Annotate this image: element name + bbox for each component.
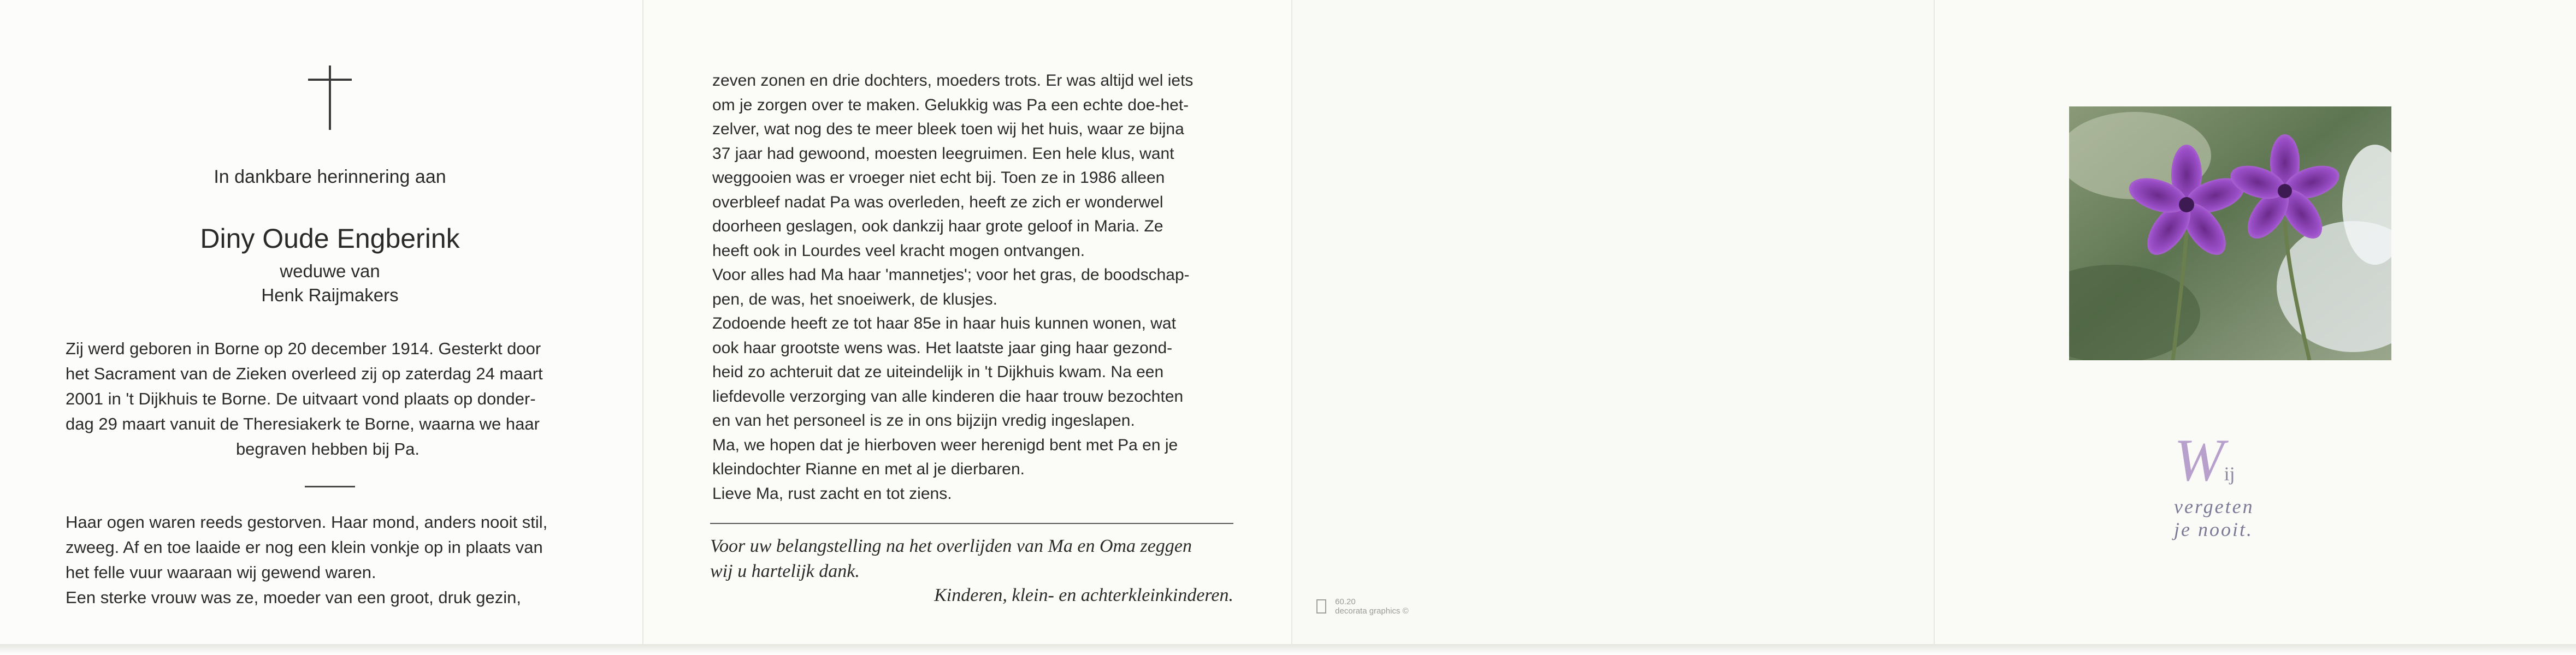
text-line: heid zo achteruit dat ze uiteindelijk in 't Dijkhuis kwam. Na een: [712, 363, 1164, 381]
text-line: 37 jaar had gewoond, moesten leegruimen. Een hele klus, want: [712, 144, 1174, 163]
text-line: dag 29 maart vanuit de Theresiakerk te Borne, waarna we haar: [66, 414, 540, 433]
text-line: Ma, we hopen dat je hierboven weer herenigd bent met Pa en je: [712, 436, 1178, 454]
poem-initial: W: [2174, 427, 2224, 493]
family-signature: Kinderen, klein- en achterkleinkinderen.: [934, 585, 1233, 605]
widow-of-label: weduwe van: [280, 261, 380, 281]
text-line: Voor uw belangstelling na het overlijden van Ma en Oma zeggen: [710, 536, 1192, 556]
text-line: Zodoende heeft ze tot haar 85e in haar huis kunnen wonen, wat: [712, 314, 1176, 332]
fold-line: [1934, 0, 1935, 655]
text-line: Haar ogen waren reeds gestorven. Haar mond, anders nooit stil,: [66, 513, 548, 532]
text-line: Voor alles had Ma haar 'mannetjes'; voor het gras, de boodschap-: [712, 266, 1190, 284]
scan-edge: [0, 644, 2576, 655]
husband-name: Henk Raijmakers: [261, 285, 399, 305]
text-line: pen, de was, het snoeiwerk, de klusjes.: [712, 290, 997, 308]
text-line: ook haar grootste wens was. Het laatste jaar ging haar gezond-: [712, 338, 1173, 357]
text-line: Een sterke vrouw was ze, moeder van een groot, druk gezin,: [66, 588, 521, 607]
thanks-message: [710, 534, 1233, 584]
text-line: om je zorgen over te maken. Gelukkig was Pa een echte doe-het-: [712, 96, 1189, 114]
publisher-mark: [1316, 597, 1409, 616]
fold-line: [642, 0, 643, 655]
deceased-name: Diny Oude Engberink: [200, 223, 460, 254]
intro-text: In dankbare herinnering aan: [214, 166, 446, 187]
front-poem: [2174, 426, 2371, 541]
publisher-code: 60.20: [1335, 597, 1356, 606]
separator-line: [305, 486, 355, 487]
text-line: Zij werd geboren in Borne op 20 december 1914. Gesterkt door: [66, 339, 541, 358]
flower-photo: [2069, 106, 2391, 360]
poem-line: je nooit.: [2174, 519, 2253, 540]
cross-icon: [308, 66, 352, 130]
text-line: weggooien was er vroeger niet echt bij. Toen ze in 1986 alleen: [712, 169, 1165, 187]
text-line: wij u hartelijk dank.: [710, 561, 860, 581]
text-line: begraven hebben bij Pa.: [235, 439, 420, 458]
text-line: overbleef nadat Pa was overleden, heeft ze zich er wonderwel: [712, 193, 1163, 211]
text-line: zeven zonen en drie dochters, moeders trots. Er was altijd wel iets: [712, 72, 1194, 90]
text-line: 2001 in 't Dijkhuis te Borne. De uitvaart vond plaats op donder-: [66, 389, 536, 408]
poem-word-rest: ij: [2224, 463, 2235, 485]
text-line: het Sacrament van de Zieken overleed zij op zaterdag 24 maart: [66, 364, 543, 383]
poem-line: vergeten: [2174, 496, 2254, 517]
publisher-logo-icon: [1316, 599, 1326, 614]
biography-paragraph: [66, 336, 590, 462]
publisher-name: decorata graphics ©: [1335, 606, 1409, 616]
text-line: zweeg. Af en toe laaide er nog een klein vonkje op in plaats van: [66, 538, 543, 557]
text-line: het felle vuur waaraan wij gewend waren.: [66, 563, 376, 582]
text-line: doorheen geslagen, ook dankzij haar grote geloof in Maria. Ze: [712, 217, 1163, 235]
fold-line: [1291, 0, 1292, 655]
text-line: heeft ook in Lourdes veel kracht mogen ontvangen.: [712, 241, 1085, 260]
memoir-continued: [712, 69, 1231, 506]
text-line: kleindochter Rianne en met al je dierbaren.: [712, 460, 1025, 478]
separator-line: [710, 523, 1233, 524]
memoir-paragraph: [66, 510, 590, 610]
text-line: liefdevolle verzorging van alle kinderen die haar trouw bezochten: [712, 387, 1184, 406]
text-line: zelver, wat nog des te meer bleek toen wij het huis, waar ze bijna: [712, 120, 1184, 138]
back-panel: [1291, 0, 1934, 655]
text-line: en van het personeel is ze in ons bijzijn vredig ingeslapen.: [712, 412, 1135, 430]
text-line: Lieve Ma, rust zacht en tot ziens.: [712, 484, 952, 503]
